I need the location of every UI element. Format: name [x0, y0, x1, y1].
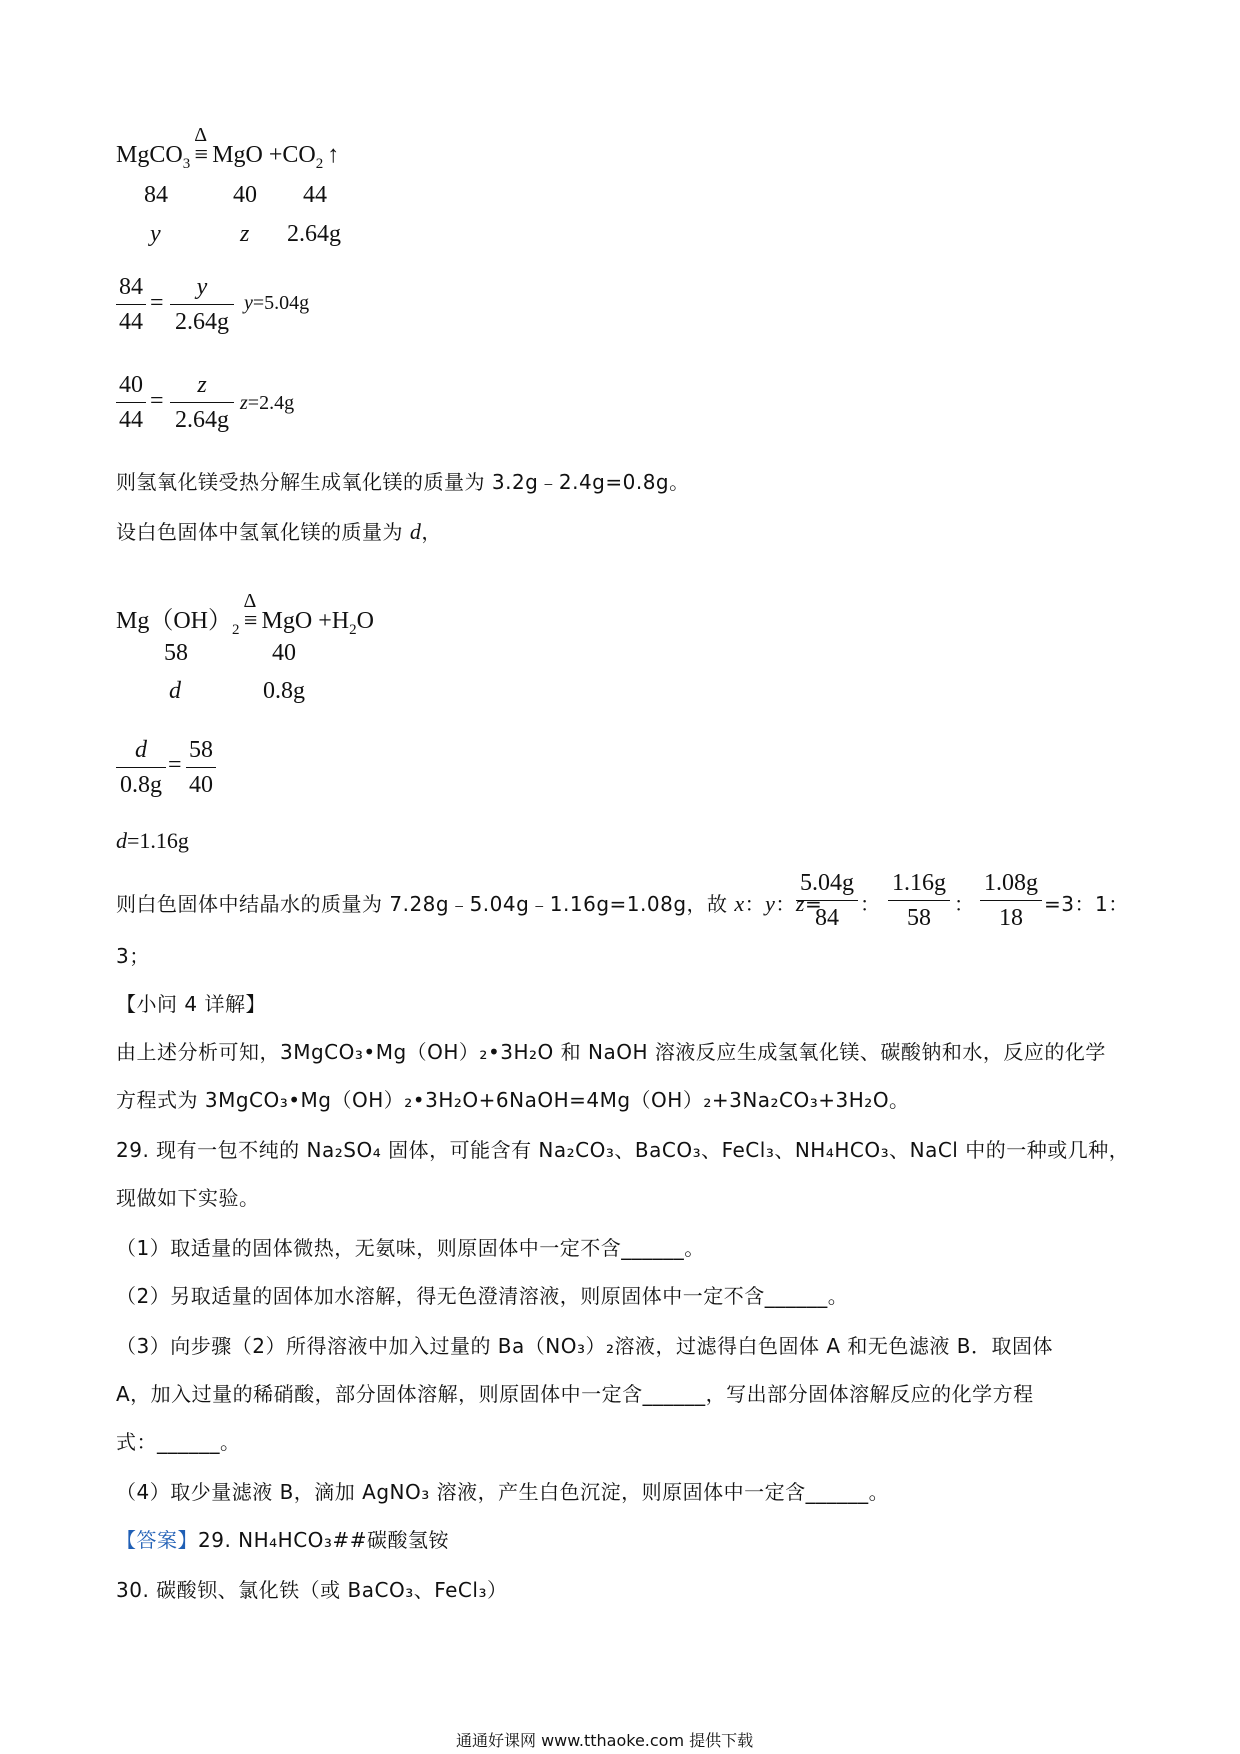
- q29-part4: （4）取少量滤液 B，滴加 AgNO₃ 溶液，产生白色沉淀，则原固体中一定含______。: [116, 1480, 890, 1504]
- fraction-40-44: [116, 370, 146, 435]
- frac1-equals: =: [150, 290, 164, 316]
- water-colon1: ：: [744, 892, 766, 916]
- water-bar1: [796, 900, 858, 901]
- eq1-mass-b: 40: [233, 182, 257, 208]
- water-sep2: ：: [954, 892, 975, 916]
- frac3-d1: 0.8g: [120, 772, 162, 798]
- water-colon2: ：: [775, 892, 796, 916]
- frac1-d1: 44: [119, 309, 143, 335]
- eq1-arrow: ↑: [327, 142, 340, 168]
- eq1-mass-c: 44: [303, 182, 327, 208]
- answer-29-line: [116, 1524, 449, 1553]
- eq2-equals: ≡: [243, 608, 258, 634]
- fraction-504-84: [796, 868, 858, 933]
- q29-part3-c: 式：______。: [116, 1430, 241, 1454]
- eq2-mass-a: 58: [164, 640, 188, 666]
- frac2-d1: 44: [119, 407, 143, 433]
- water-f2n: 1.16g: [892, 870, 946, 896]
- frac1-result-var: y: [244, 292, 253, 314]
- frac1-result-value: =5.04g: [252, 292, 310, 314]
- water-f3n: 1.08g: [984, 870, 1038, 896]
- fraction-y-264: [170, 272, 234, 337]
- water-sep1: ：: [860, 892, 881, 916]
- fraction-z-264: [170, 370, 234, 435]
- answer-tag: 【答案】: [116, 1528, 198, 1552]
- set-d-line: [116, 516, 442, 545]
- frac1-bar1: [116, 304, 146, 305]
- water-z: z: [795, 891, 805, 916]
- frac2-bar1: [116, 402, 146, 403]
- eq1-delta: Δ: [194, 124, 208, 146]
- eq1-left: MgCO: [116, 142, 183, 168]
- equation-mgoh2: [116, 590, 374, 639]
- q29-part2: （2）另取适量的固体加水溶解，得无色澄清溶液，则原固体中一定不含______。: [116, 1284, 849, 1308]
- frac3-n2: 58: [189, 737, 213, 763]
- water-f3d: 18: [999, 905, 1023, 931]
- water-result: =3：1：: [1044, 892, 1129, 916]
- q29-line2: 现做如下实验。: [116, 1186, 260, 1210]
- eq2-right-end: O: [356, 608, 374, 634]
- q4-line2: 方程式为 3MgCO₃•Mg（OH）₂•3H₂O+6NaOH=4Mg（OH）₂+3Na₂CO₃+3H₂O。: [116, 1088, 910, 1112]
- eq2-var-b: 0.8g: [263, 678, 305, 704]
- eq2-left-sub: 2: [232, 621, 240, 638]
- frac2-bar2: [170, 402, 234, 403]
- water-f2d: 58: [907, 905, 931, 931]
- eq1-equals: ≡: [194, 142, 208, 168]
- footer: 通通好课网 www.tthaoke.com 提供下载: [456, 1731, 754, 1750]
- frac1-bar2: [170, 304, 234, 305]
- eq1-var-a: y: [150, 221, 161, 247]
- eq2-var-a: d: [169, 678, 181, 704]
- d-result-value: =1.16g: [127, 828, 189, 853]
- frac2-n2: z: [197, 372, 207, 398]
- answer-29: 29. NH₄HCO₃##碳酸氢铵: [198, 1528, 449, 1552]
- q29-part3-a: （3）向步骤（2）所得溶液中加入过量的 Ba（NO₃）₂溶液，过滤得白色固体 A 和无色滤液 B．取固体: [116, 1334, 1053, 1358]
- equation-mgco3: [116, 124, 340, 173]
- eq1-right: MgO +CO: [212, 142, 316, 168]
- q4-line1: 由上述分析可知，3MgCO₃•Mg（OH）₂•3H₂O 和 NaOH 溶液反应生成氢氧化镁、碳酸钠和水，反应的化学: [116, 1040, 1106, 1064]
- q29-part1: （1）取适量的固体微热，无氨味，则原固体中一定不含______。: [116, 1236, 705, 1260]
- eq1-var-b: z: [240, 221, 250, 247]
- d-result-var: d: [116, 828, 127, 853]
- set-d-var: d: [409, 519, 422, 544]
- frac1-n1: 84: [119, 274, 143, 300]
- frac3-equals: =: [168, 752, 182, 778]
- fraction-84-44: [116, 272, 146, 337]
- q4-heading: 【小问 4 详解】: [116, 992, 266, 1016]
- water-eq: =: [804, 892, 823, 916]
- water-f1n: 5.04g: [800, 870, 854, 896]
- frac2-result-value: =2.4g: [247, 392, 295, 414]
- frac3-bar2: [186, 767, 216, 768]
- frac1-d2: 2.64g: [175, 309, 229, 335]
- mgo-mass-line: 则氢氧化镁受热分解生成氧化镁的质量为 3.2g﹣2.4g=0.8g。: [116, 470, 690, 494]
- eq2-right: MgO +H: [261, 608, 350, 634]
- water-cont: 3；: [116, 944, 150, 968]
- frac2-equals: =: [150, 388, 164, 414]
- eq1-left-sub: 3: [182, 155, 191, 172]
- frac2-n1: 40: [119, 372, 143, 398]
- frac3-bar1: [116, 767, 166, 768]
- water-bar2: [888, 900, 950, 901]
- water-mass-line: [116, 888, 822, 917]
- eq1-var-c: 2.64g: [287, 221, 341, 247]
- q29-line1: 29. 现有一包不纯的 Na₂SO₄ 固体，可能含有 Na₂CO₃、BaCO₃、FeCl₃、NH₄HCO₃、NaCl 中的一种或几种，: [116, 1138, 1130, 1162]
- frac1-n2: y: [196, 274, 208, 300]
- water-bar3: [980, 900, 1042, 901]
- set-d-pre: 设白色固体中氢氧化镁的质量为: [116, 520, 410, 544]
- water-f1d: 84: [815, 905, 839, 931]
- eq2-mass-b: 40: [272, 640, 296, 666]
- frac2-result-var: z: [240, 392, 248, 414]
- fraction-116-58: [888, 868, 950, 933]
- frac2-result: [240, 392, 294, 415]
- fraction-108-18: [980, 868, 1042, 933]
- frac2-d2: 2.64g: [175, 407, 229, 433]
- eq2-left: Mg（OH）: [116, 608, 233, 634]
- water-y: y: [765, 891, 776, 916]
- eq2-right-sub: 2: [349, 621, 357, 638]
- frac1-result: [244, 292, 309, 315]
- fraction-d-08: [116, 735, 166, 800]
- answer-30: 30. 碳酸钡、氯化铁（或 BaCO₃、FeCl₃）: [116, 1578, 508, 1602]
- water-x: x: [734, 891, 745, 916]
- d-result: [116, 828, 189, 854]
- frac3-n1: d: [135, 737, 147, 763]
- frac3-d2: 40: [189, 772, 213, 798]
- water-text: 则白色固体中结晶水的质量为 7.28g﹣5.04g﹣1.16g=1.08g，故: [116, 892, 735, 916]
- eq1-right-sub: 2: [315, 155, 324, 172]
- q29-part3-b: A，加入过量的稀硝酸，部分固体溶解，则原固体中一定含______，写出部分固体溶解反应的化学方程: [116, 1382, 1034, 1406]
- eq2-delta: Δ: [243, 590, 257, 612]
- set-d-post: ，: [421, 520, 442, 544]
- fraction-58-40: [186, 735, 216, 800]
- eq1-mass-a: 84: [144, 182, 168, 208]
